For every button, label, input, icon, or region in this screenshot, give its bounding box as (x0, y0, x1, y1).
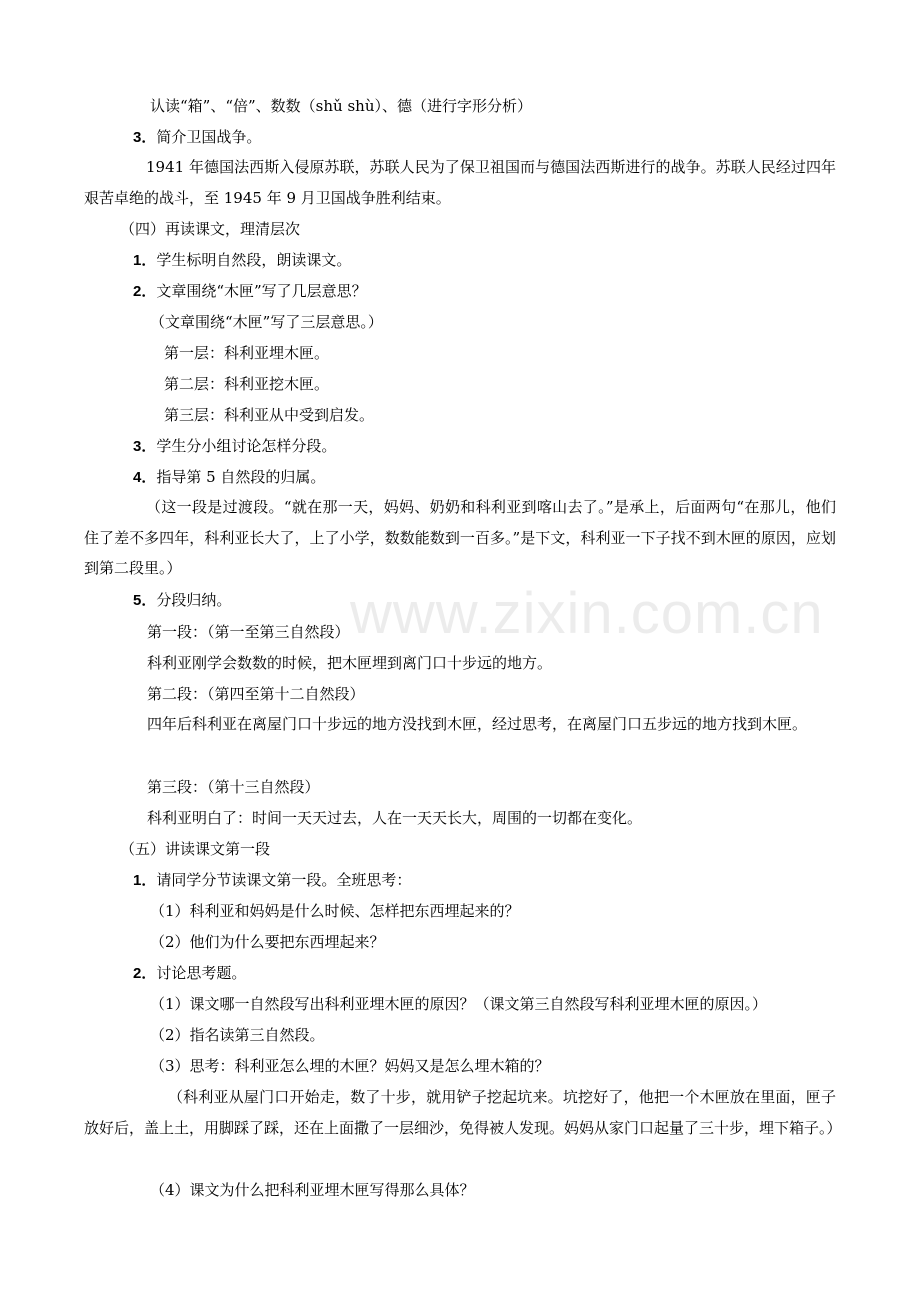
text-line: 科利亚刚学会数数的时候，把木匣埋到离门口十步远的地方。 (147, 654, 553, 672)
numbered-item (133, 590, 231, 611)
item-number: 3． (133, 438, 157, 455)
item-number: 1． (133, 252, 157, 269)
numbered-item (133, 127, 261, 148)
numbered-item (133, 467, 325, 488)
paragraph: （这一段是过渡段。“就在那一天，妈妈、奶奶和科利亚到喀山去了。”是承上，后面两句“在那儿，他们住了差不多四年，科利亚长大了，上了小学，数数能数到一百多。”是下文，科利亚一下子找不到木匣的原因，应划到第二段里。） (84, 498, 836, 577)
text-line: 第一层：科利亚埋木匣。 (164, 344, 330, 362)
item-text: 学生标明自然段，朗读课文。 (156, 251, 352, 269)
item-text: 学生分小组讨论怎样分段。 (156, 437, 337, 455)
text-line: （3）思考：科利亚怎么埋的木匣？妈妈又是怎么埋木箱的？ (150, 1057, 550, 1075)
text-line: （1）科利亚和妈妈是什么时候、怎样把东西埋起来的？ (150, 902, 520, 920)
section-heading: （四）再读课文，理清层次 (120, 220, 301, 238)
numbered-item (133, 250, 351, 271)
section-heading: （五）讲读课文第一段 (120, 840, 271, 858)
paragraph: （科利亚从屋门口开始走，数了十步，就用铲子挖起坑来。坑挖好了，他把一个木匣放在里面，匣子放好后，盖上土，用脚踩了踩，还在上面撒了一层细沙，免得被人发现。妈妈从家门口起量了三十步，埋下箱子。） (84, 1088, 842, 1137)
text-line: 第一段：（第一至第三自然段） (147, 623, 350, 641)
item-text: 文章围绕“木匣”写了几层意思？ (156, 282, 367, 300)
numbered-item (133, 436, 336, 457)
item-number: 4． (133, 469, 157, 486)
item-text: 简介卫国战争。 (156, 128, 262, 146)
text-line: 第三段：（第十三自然段） (147, 778, 320, 796)
numbered-item (133, 870, 411, 891)
item-number: 3． (133, 129, 157, 146)
text-line: （1）课文哪一自然段写出科利亚埋木匣的原因？（课文第三自然段写科利亚埋木匣的原因。） (150, 995, 768, 1013)
item-number: 5． (133, 592, 157, 609)
watermark: www.zixin.com.cn (350, 581, 824, 646)
text-line: 第二层：科利亚挖木匣。 (164, 375, 330, 393)
text-line: 认读“箱”、“倍”、数数（shǔ shù）、德（进行字形分析） (150, 97, 532, 115)
item-number: 2． (133, 283, 157, 300)
item-number: 1． (133, 872, 157, 889)
numbered-item (133, 963, 246, 984)
paragraph: 四年后科利亚在离屋门口十步远的地方没找到木匣，经过思考，在离屋门口五步远的地方找到木匣。 (147, 715, 808, 733)
text-line: 第二段：（第四至第十二自然段） (147, 685, 365, 703)
item-text: 讨论思考题。 (156, 964, 247, 982)
item-text: 指导第 5 自然段的归属。 (156, 468, 326, 486)
text-line: （4）课文为什么把科利亚埋木匣写得那么具体？ (150, 1181, 475, 1199)
paragraph: 1941 年德国法西斯入侵原苏联，苏联人民为了保卫祖国而与德国法西斯进行的战争。苏联人民经过四年艰苦卓绝的战斗，至 1945 年 9 月卫国战争胜利结束。 (84, 158, 836, 207)
text-line: （2）他们为什么要把东西埋起来？ (150, 933, 385, 951)
numbered-item (133, 281, 367, 302)
item-text: 分段归纳。 (156, 591, 232, 609)
item-text: 请同学分节读课文第一段。全班思考： (156, 871, 412, 889)
item-number: 2． (133, 965, 157, 982)
text-line: 科利亚明白了：时间一天天过去，人在一天天长大，周围的一切都在变化。 (147, 809, 643, 827)
text-line: （2）指名读第三自然段。 (150, 1026, 325, 1044)
text-line: 第三层：科利亚从中受到启发。 (164, 406, 375, 424)
text-line: （文章围绕“木匣”写了三层意思。） (150, 313, 383, 331)
